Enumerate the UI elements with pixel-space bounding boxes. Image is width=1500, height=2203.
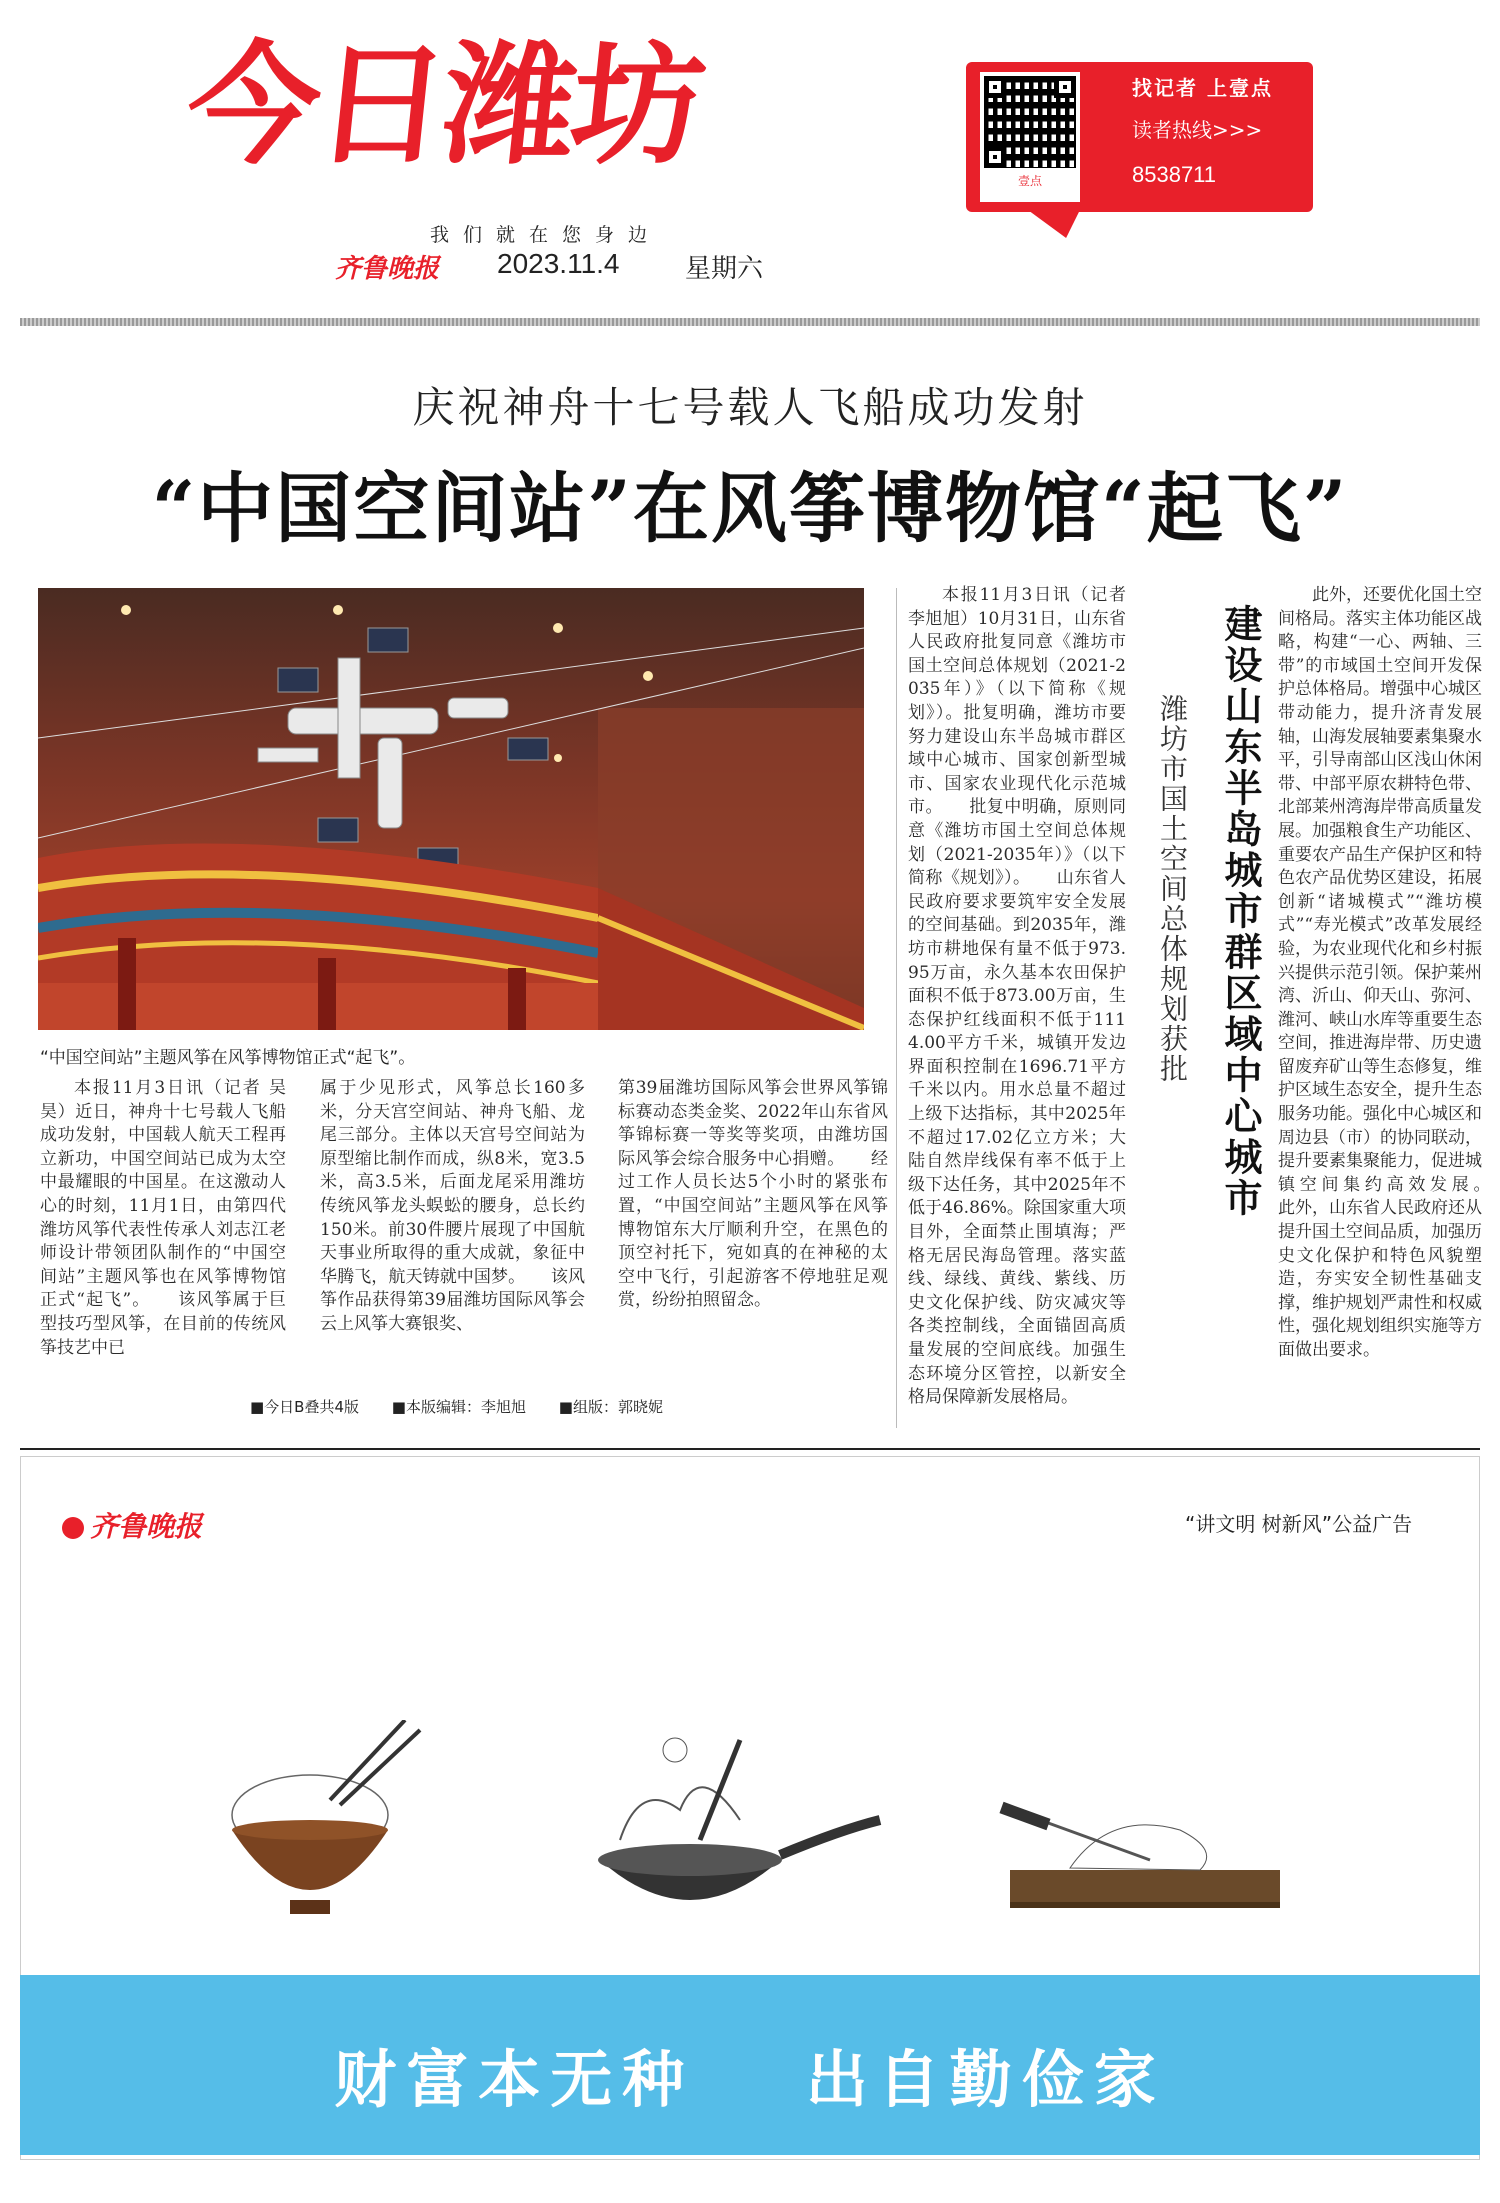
column-divider <box>896 588 897 1428</box>
qr-code-icon[interactable] <box>980 72 1080 202</box>
masthead <box>0 0 1500 300</box>
qr-badge: 壹点 <box>1018 174 1043 188</box>
editor-note: ■本版编辑：李旭旭 <box>391 1398 526 1416</box>
ad-divider <box>20 1448 1480 1450</box>
lead-text-1: 本报11月3日讯（记者 吴昊）近日，神舟十七号载人飞船成功发射，中国载人航天工程再立新功，中国空间站已成为太空中最耀眼的中国星。在这激动人心的时刻，11月1日，由第四代潍坊风筝代表性传承人刘志江老师设计带领团队制作的“中国空间站”主题风筝也在风筝博物馆正式“起飞”。 该风筝属于巨型技巧型风筝，在目前的传统风筝技艺中已 <box>40 1078 286 1358</box>
hotline-line1: 找记者 上壹点 <box>1132 76 1273 100</box>
newspaper-title: 今日潍坊 <box>179 29 709 183</box>
ad-slogan-left: 财富本无种 <box>334 2043 695 2116</box>
edition-note: ■今日B叠共4版 <box>250 1398 360 1416</box>
lead-headline: “中国空间站”在风筝博物馆“起飞” <box>151 464 1349 553</box>
logo-dot-icon <box>62 1517 84 1539</box>
plan-column-1 <box>908 584 1126 1424</box>
paper-logo: 齐鲁晚报 <box>335 254 440 284</box>
plan-column-2 <box>1278 584 1482 1424</box>
lead-text-3: 第39届潍坊国际风筝会世界风筝锦标赛动态类金奖、2022年山东省风筝锦标赛一等奖等奖项，由潍坊国际风筝会综合服务中心捐赠。 经过工作人员长达5个小时的紧张布置，“中国空间站”主题风筝在风筝博物馆东大厅顺利升空，在黑色的顶空衬托下，宛如真的在神秘的太空中飞行，引起游客不停地驻足观赏，纷纷拍照留念。 <box>618 1078 888 1311</box>
page-footer <box>250 1396 691 1417</box>
ad-slogan <box>0 2030 1500 2119</box>
rice-bowl-icon <box>232 1720 420 1914</box>
hotline-number: 8538711 <box>1132 162 1217 187</box>
plan-text-1: 本报11月3日讯（记者李旭旭）10月31日，山东省人民政府批复同意《潍坊市国土空间总体规划（2021-2035年）》（以下简称《规划》）。批复明确，潍坊市要努力建设山东半岛城市群区域中心城市、国家创新型城市、国家农业现代化示范城市。 批复中明确，原则同意《潍坊市国土空间总体规划（2021-2035年）》（以下简称《规划》）。 山东省人民政府要求要筑牢安全发展的空间基础。到2035年，潍坊市耕地保有量不低于973.95万亩，永久基本农田保护面积不低于873.00万亩，生态保护红线面积不低于1114.00平方千米，城镇开发边界面积控制在1696.71平方千米以内。用水总量不超过上级下达指标，其中2025年不超过17.02亿立方米；大陆自然岸线保有率不低于上级下达任务，其中2025年不低于46.86%。除国家重大项目外，全面禁止围填海；严格无居民海岛管理。落实蓝线、绿线、黄线、紫线、历史文化保护线、防灾减灾等各类控制线，全面锚固高质量发展的空间底线。加强生态环境分区管控，以新安全格局保障新发展格局。 <box>908 585 1126 1408</box>
wok-icon <box>598 1738 880 1900</box>
lead-kicker: 庆祝神舟十七号载人飞船成功发射 <box>412 383 1088 432</box>
layout-note: ■组版：郭晓妮 <box>558 1398 663 1416</box>
plan-text-2: 此外，还要优化国土空间格局。落实主体功能区战略，构建“一心、两轴、三带”的市域国土空间开发保护总体格局。增强中心城区带动能力，提升济青发展轴，山海发展轴要素集聚水平，引导南部山区浅山休闲带、中部平原农耕特色带、北部莱州湾海岸带高质量发展。加强粮食生产功能区、重要农产品生产保护区和特色农产品优势区建设，拓展创新“诸城模式”“潍坊模式”“寿光模式”改革发展经验，为农业现代化和乡村振兴提供示范引领。保护莱州湾、沂山、仰天山、弥河、潍河、峡山水库等重要生态空间，推进海岸带、历史遗留废弃矿山等生态修复，维护区域生态安全，提升生态服务功能。强化中心城区和周边县（市）的协同联动，提升要素集聚能力，促进城镇空间集约高效发展。 此外，山东省人民政府还从提升国土空间品质，加强历史文化保护和特色风貌塑造，夯实安全韧性基础支撑，维护规划严肃性和权威性，强化规划组织实施等方面做出要求。 <box>1278 585 1482 1360</box>
masthead-divider <box>20 318 1480 326</box>
lead-column-2 <box>320 1077 585 1367</box>
hotline-line2: 读者热线>>> <box>1132 118 1263 142</box>
plan-subtitle: 潍坊市国土空间总体规划获批 <box>1156 694 1189 1084</box>
hotline-box <box>966 62 1313 212</box>
ad-logo-text: 齐鲁晚报 <box>90 1510 203 1543</box>
ad-logo <box>62 1505 202 1545</box>
ad-tag: “讲文明 树新风”公益广告 <box>1185 1512 1413 1536</box>
issue-date: 2023.11.4 <box>497 248 620 279</box>
cutting-board-icon <box>999 1802 1280 1908</box>
lead-column-3 <box>618 1077 888 1367</box>
ad-slogan-right: 出自勤俭家 <box>805 2043 1166 2116</box>
photo-caption: “中国空间站”主题风筝在风筝博物馆正式“起飞”。 <box>40 1048 416 1068</box>
ad-illustration <box>220 1720 1300 1940</box>
lead-column-1 <box>40 1077 286 1367</box>
space-station-kite-photo <box>38 588 864 1030</box>
lead-photo <box>38 588 864 1030</box>
plan-headline: 建设山东半岛城市群区域中心城市 <box>1218 604 1263 1219</box>
lead-text-2: 属于少见形式，风筝总长160多米，分天宫空间站、神舟飞船、龙尾三部分。主体以天宫号空间站为原型缩比制作而成，纵8米，宽3.5米，高3.5米，后面龙尾采用潍坊传统风筝龙头蜈蚣的腰身，总长约150米。前30件腰片展现了中国航天事业所取得的重大成就，象征中华腾飞，航天铸就中国梦。 该风筝作品获得第39届潍坊国际风筝会云上风筝大赛银奖、 <box>320 1078 585 1334</box>
issue-weekday: 星期六 <box>685 254 764 284</box>
slogan: 我们就在您身边 <box>430 224 662 246</box>
